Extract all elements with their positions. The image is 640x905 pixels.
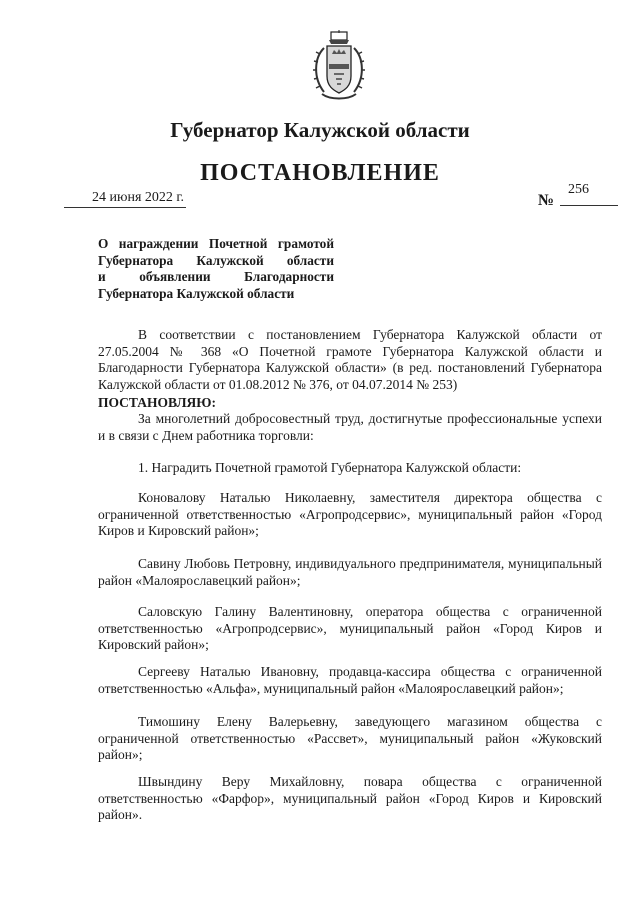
- kaluga-coat-of-arms-icon: [310, 30, 368, 102]
- awardee-entry: [98, 490, 602, 540]
- awardee-entry: [98, 774, 602, 824]
- awardee-entry: [98, 556, 602, 589]
- reason-paragraph: [98, 411, 602, 444]
- document-subject: [98, 236, 334, 302]
- subject-line: и объявлении Благодарности: [98, 269, 334, 284]
- awardee-text: Швындину Веру Михайловну, повара общества с ограниченной ответственностью «Фарфор», муниципальный район «Город Киров и Кировский район».: [98, 774, 602, 822]
- awardee-entry: [98, 664, 602, 697]
- preamble-text: В соответствии с постановлением Губернатора Калужской области от 27.05.2004 № 368 «О Почетной грамоте Губернатора Калужской области и Благодарности Губернатора Калужской области» (в ред. постановлений Губернатора Калужской области от 01.08.2012 № 376, от 04.07.2014 № 253): [98, 327, 602, 392]
- subject-line: Губернатора Калужской области: [98, 252, 334, 268]
- date-underline: [64, 207, 186, 208]
- decree-word: ПОСТАНОВЛЯЮ:: [98, 395, 216, 410]
- number-underline: [560, 205, 618, 206]
- item-heading: [98, 460, 602, 477]
- awardee-text: Савину Любовь Петровну, индивидуального предпринимателя, муниципальный район «Малоярославецкий район»;: [98, 556, 602, 588]
- subject-line: Губернатора Калужской области: [98, 285, 295, 301]
- issuing-authority-title: Губернатор Калужской области: [170, 118, 470, 142]
- awardee-text: Коновалову Наталью Николаевну, заместителя директора общества с ограниченной ответственностью «Агропродсервис», муниципальный район «Город Киров и Кировский район»;: [98, 490, 602, 538]
- document-number-value: 256: [568, 182, 589, 197]
- awardee-text: Тимошину Елену Валерьевну, заведующего магазином общества с ограниченной ответственностью «Рассвет», муниципальный район «Жуковский район»;: [98, 714, 602, 762]
- awardee-text: Саловскую Галину Валентиновну, оператора общества с ограниченной ответственностью «Агропродсервис», муниципальный район «Город Киров и Кировский район»;: [98, 604, 602, 652]
- awardee-text: Сергееву Наталью Ивановну, продавца-кассира общества с ограниченной ответственностью «Альфа», муниципальный район «Малоярославецкий район»;: [98, 664, 602, 696]
- item1-heading-text: 1. Наградить Почетной грамотой Губернатора Калужской области:: [138, 460, 522, 475]
- document-type-title: ПОСТАНОВЛЕНИЕ: [200, 160, 440, 186]
- subject-line: О награждении Почетной грамотой: [98, 236, 334, 251]
- reason-text: За многолетний добросовестный труд, достигнутые профессиональные успехи и в связи с Днем работника торговли:: [98, 411, 602, 443]
- awardee-entry: [98, 714, 602, 764]
- awardee-entry: [98, 604, 602, 654]
- document-date: 24 июня 2022 г.: [92, 190, 185, 205]
- document-number-label: №: [538, 192, 555, 209]
- preamble-paragraph: [98, 327, 602, 393]
